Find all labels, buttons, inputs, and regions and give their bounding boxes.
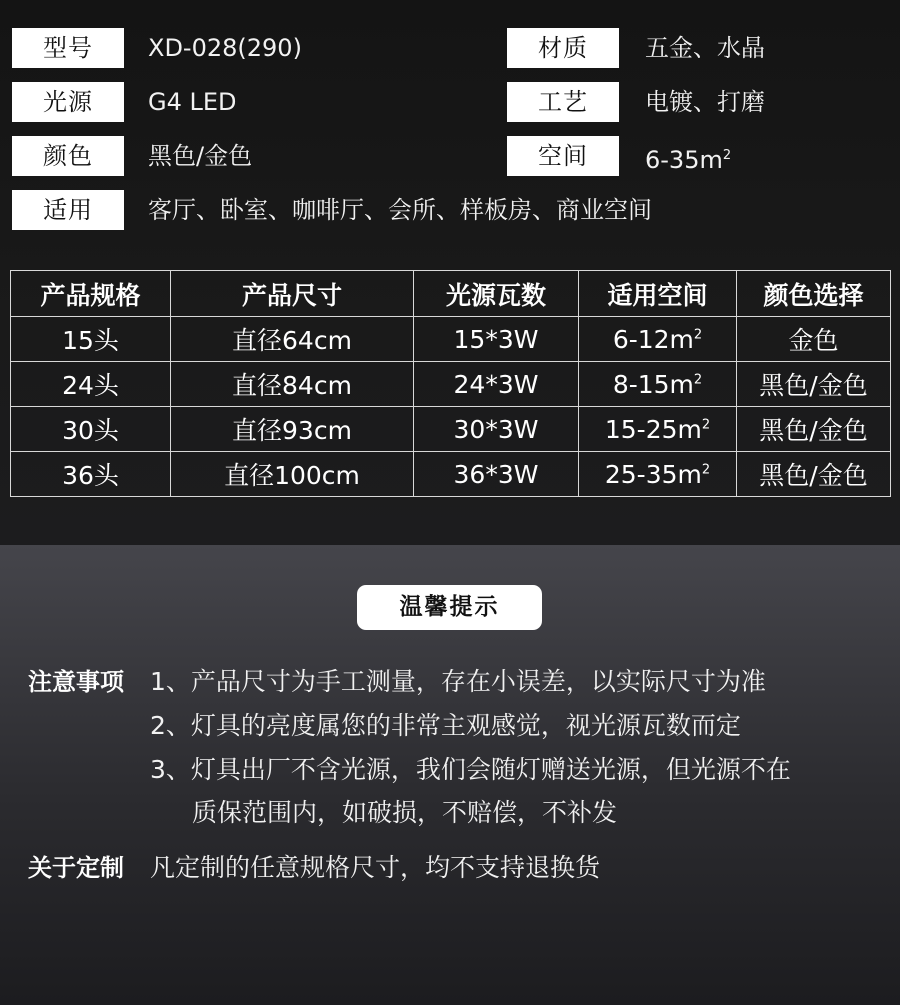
custom-text: 凡定制的任意规格尺寸，均不支持退换货 (150, 853, 601, 882)
notice-line-2: 2、灯具的亮度属您的非常主观感觉，视光源瓦数而定 (150, 711, 741, 740)
header-size: 产品尺寸 (171, 271, 414, 317)
usage-value: 客厅、卧室、咖啡厅、会所、样板房、商业空间 (148, 196, 652, 224)
table-row (11, 317, 891, 362)
table-row (11, 407, 891, 452)
cell-space-sup: 2 (701, 462, 711, 478)
cell-color: 黑色/金色 (737, 407, 891, 452)
cell-watts: 36*3W (414, 452, 579, 497)
color-label: 颜色 (12, 136, 124, 176)
material-value: 五金、水晶 (645, 34, 765, 62)
tips-title: 温馨提示 (357, 585, 542, 630)
header-spec: 产品规格 (11, 271, 171, 317)
cell-size: 直径84cm (171, 362, 414, 407)
cell-spec: 15头 (11, 317, 171, 362)
cell-watts: 15*3W (414, 317, 579, 362)
model-label: 型号 (12, 28, 124, 68)
spec-table-header (11, 271, 891, 317)
cell-size: 直径100cm (171, 452, 414, 497)
cell-spec: 30头 (11, 407, 171, 452)
light-source-value: G4 LED (148, 88, 237, 116)
cell-space-text: 25-35m (604, 459, 702, 489)
table-row (11, 362, 891, 407)
cell-space-sup: 2 (693, 327, 703, 343)
craft-value: 电镀、打磨 (645, 88, 765, 116)
usage-label: 适用 (12, 190, 124, 230)
cell-spec: 36头 (11, 452, 171, 497)
light-source-label: 光源 (12, 82, 124, 122)
cell-size: 直径93cm (171, 407, 414, 452)
cell-space (579, 452, 737, 497)
cell-watts: 30*3W (414, 407, 579, 452)
cell-space-sup: 2 (693, 372, 703, 388)
notice-line-1: 1、产品尺寸为手工测量，存在小误差，以实际尺寸为准 (150, 667, 766, 696)
space-label: 空间 (507, 136, 619, 176)
table-row (11, 452, 891, 497)
cell-space-text: 15-25m (604, 414, 702, 444)
cell-color: 黑色/金色 (737, 362, 891, 407)
cell-space (579, 317, 737, 362)
header-color: 颜色选择 (737, 271, 891, 317)
cell-watts: 24*3W (414, 362, 579, 407)
cell-size: 直径64cm (171, 317, 414, 362)
space-value-sup: 2 (722, 148, 732, 163)
cell-space (579, 407, 737, 452)
custom-label: 关于定制 (28, 854, 124, 882)
space-value-text: 6-35m (645, 146, 723, 174)
notice-label: 注意事项 (28, 668, 124, 696)
header-space: 适用空间 (579, 271, 737, 317)
cell-space (579, 362, 737, 407)
cell-color: 金色 (737, 317, 891, 362)
cell-space-sup: 2 (701, 417, 711, 433)
craft-label: 工艺 (507, 82, 619, 122)
notice-line-3: 3、灯具出厂不含光源，我们会随灯赠送光源，但光源不在 (150, 755, 791, 784)
cell-space-text: 6-12m (612, 324, 694, 354)
model-value: XD-028(290) (148, 34, 302, 62)
material-label: 材质 (507, 28, 619, 68)
cell-spec: 24头 (11, 362, 171, 407)
cell-color: 黑色/金色 (737, 452, 891, 497)
notice-line-4: 质保范围内，如破损，不赔偿，不补发 (192, 798, 618, 827)
cell-space-text: 8-15m (612, 369, 694, 399)
color-value: 黑色/金色 (148, 142, 253, 170)
spec-table (10, 270, 891, 497)
space-value (645, 136, 731, 176)
header-watts: 光源瓦数 (414, 271, 579, 317)
